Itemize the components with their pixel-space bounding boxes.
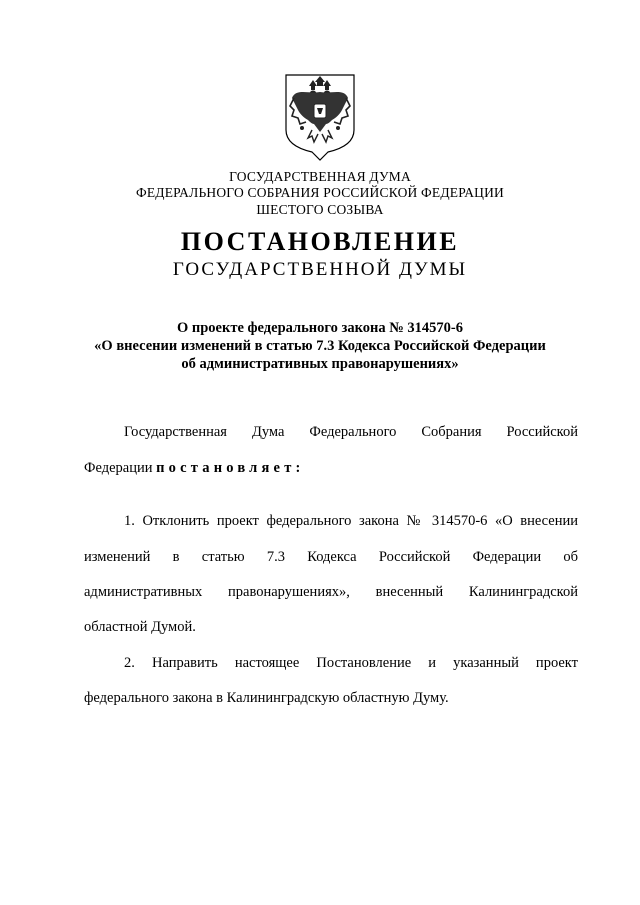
preamble-line2-start: Федерации xyxy=(84,460,157,476)
item1-line2: изменений в статью 7.3 Кодекса Российской Федерации об xyxy=(84,549,578,565)
convocation-line: ШЕСТОГО СОЗЫВА xyxy=(256,202,384,217)
item1-line3: административных правонарушениях», внесенный Калининградской xyxy=(84,584,578,600)
state-emblem-icon xyxy=(282,72,358,162)
preamble-line1: Государственная Дума Федерального Собрания Российской xyxy=(124,424,578,440)
item1-line4: областной Думой. xyxy=(84,619,196,635)
item2-line1: 2. Направить настоящее Постановление и указанный проект xyxy=(124,655,578,671)
subject-line2: «О внесении изменений в статью 7.3 Кодекса Российской Федерации xyxy=(94,338,546,354)
decision-keyword: постановляет: xyxy=(156,460,305,476)
document-type-title: ПОСТАНОВЛЕНИЕ xyxy=(180,227,460,256)
subject-line1: О проекте федерального закона № 314570-6 xyxy=(176,320,464,336)
document-issuer-title: ГОСУДАРСТВЕННОЙ ДУМЫ xyxy=(172,259,468,280)
org-name-line2: ФЕДЕРАЛЬНОГО СОБРАНИЯ РОССИЙСКОЙ ФЕДЕРАЦИИ xyxy=(136,185,504,200)
preamble-line2 xyxy=(84,458,578,478)
item1-line1: 1. Отклонить проект федерального закона № 314570-6 «О внесении xyxy=(124,513,578,529)
item2-line2: федерального закона в Калининградскую областную Думу. xyxy=(84,690,449,706)
org-name-line1: ГОСУДАРСТВЕННАЯ ДУМА xyxy=(229,169,411,184)
subject-line3: об административных правонарушениях» xyxy=(181,356,459,372)
